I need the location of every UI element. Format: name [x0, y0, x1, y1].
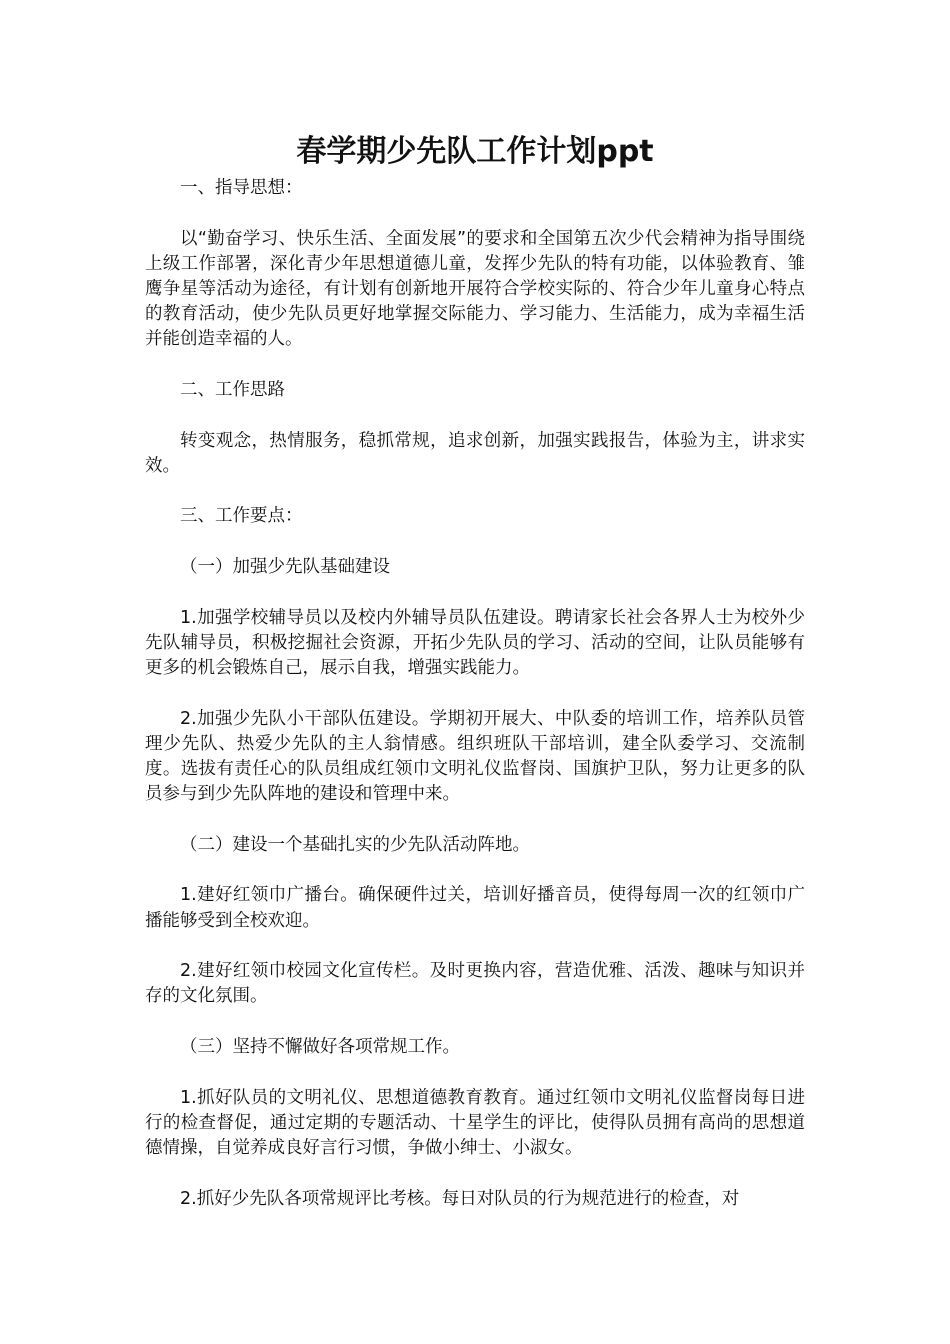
paragraph-guiding-thought: 以“勤奋学习、快乐生活、全面发展”的要求和全国第五次少代会精神为指导围绕上级工作部署，深化青少年思想道德儿童，发挥少先队的特有功能，以体验教育、雏鹰争星等活动为途径，有计划有创新地开展符合学校实际的、符合少年儿童身心特点的教育活动，使少先队员更好地掌握交际能力、学习能力、生活能力，成为幸福生活并能创造幸福的人。 [145, 228, 805, 350]
paragraph-work-approach: 转变观念，热情服务，稳抓常规，追求创新，加强实践报告，体验为主，讲求实效。 [145, 430, 805, 476]
paragraph-broadcast: 1.建好红领巾广播台。确保硬件过关，培训好播音员，使得每周一次的红领巾广播能够受到全校欢迎。 [145, 885, 805, 931]
paragraph-evaluation: 2.抓好少先队各项常规评比考核。每日对队员的行为规范进行的检查，对 [180, 1188, 740, 1209]
paragraph-cadre-team: 2.加强少先队小干部队伍建设。学期初开展大、中队委的培训工作，培养队员管理少先队、热爱少先队的主人翁情感。组织班队干部培训，建全队委学习、交流制度。选拔有责任心的队员组成红领巾文明礼仪监督岗、国旗护卫队，努力让更多的队员参与到少先队阵地的建设和管理中来。 [145, 708, 805, 805]
heading-guiding-thought: 一、指导思想： [180, 178, 303, 198]
document-page [145, 132, 805, 1237]
subheading-foundation: （一）加强少先队基础建设 [180, 556, 390, 577]
document-title: 春学期少先队工作计划ppt [296, 134, 654, 169]
paragraph-counselor-team: 1.加强学校辅导员以及校内外辅导员队伍建设。聘请家长社会各界人士为校外少先队辅导员，积极挖掘社会资源，开拓少先队员的学习、活动的空间，让队员能够有更多的机会锻炼自己，展示自我，增强实践能力。 [145, 607, 805, 678]
heading-work-points: 三、工作要点： [180, 506, 303, 527]
subheading-activity-base: （二）建设一个基础扎实的少先队活动阵地。 [180, 834, 530, 855]
heading-work-approach: 二、工作思路 [180, 380, 285, 400]
subheading-routine-work: （三）坚持不懈做好各项常规工作。 [180, 1036, 460, 1057]
paragraph-bulletin: 2.建好红领巾校园文化宣传栏。及时更换内容，营造优雅、活泼、趣味与知识并存的文化氛围。 [145, 961, 805, 1007]
paragraph-etiquette: 1.抓好队员的文明礼仪、思想道德教育教育。通过红领巾文明礼仪监督岗每日进行的检查督促，通过定期的专题活动、十星学生的评比，使得队员拥有高尚的思想道德情操，自觉养成良好言行习惯，争做小绅士、小淑女。 [145, 1087, 805, 1158]
